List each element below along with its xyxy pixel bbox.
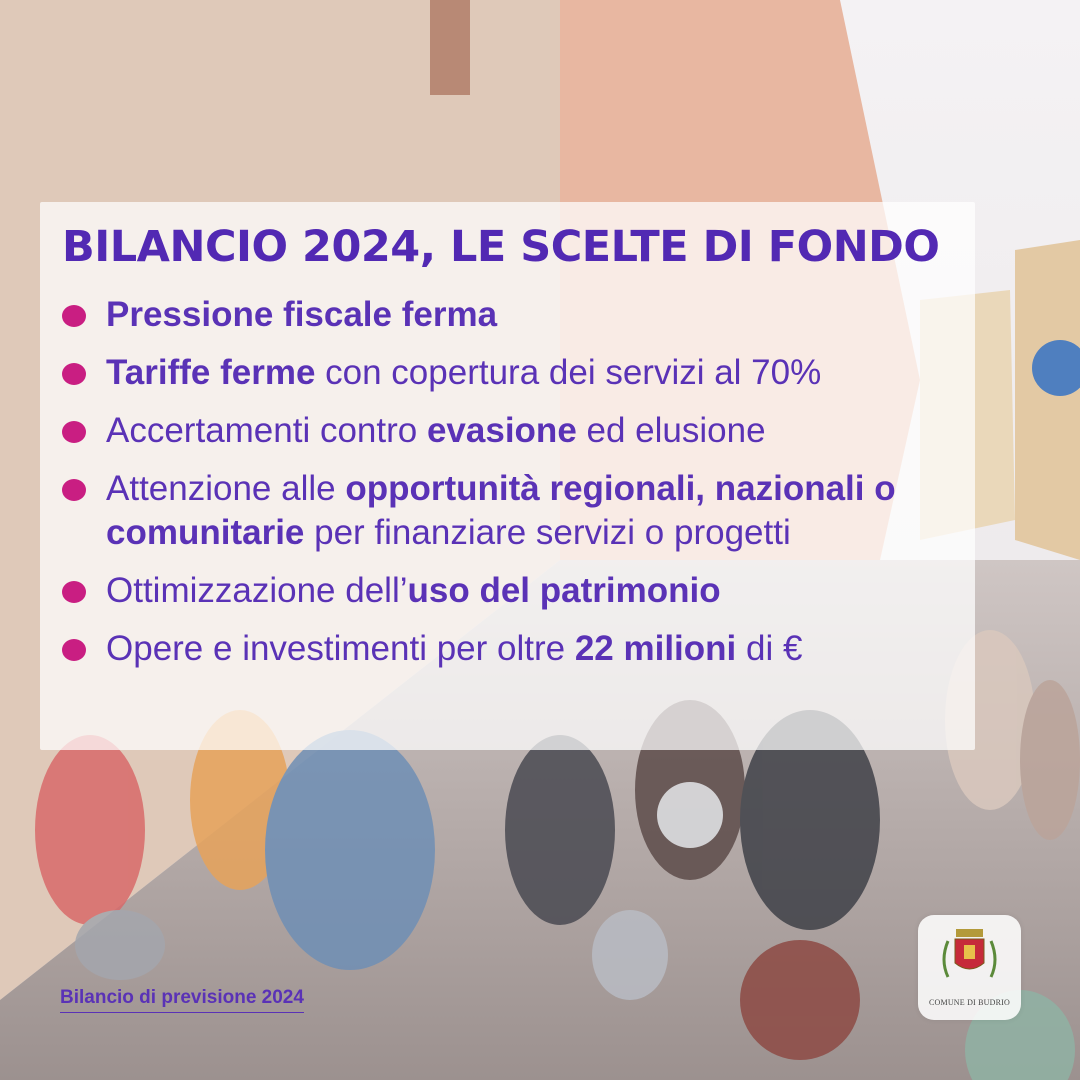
coat-of-arms-icon (918, 915, 1021, 995)
bullet-list (62, 293, 982, 671)
bullet-text-bold: opportunità regionali, nazionali o comunitarie (106, 469, 896, 552)
bullet-dot-icon (62, 479, 86, 501)
bullet-item (62, 351, 982, 395)
bullet-text-bold: uso del patrimonio (407, 571, 721, 610)
bullet-item (62, 627, 982, 671)
footer-link[interactable]: Bilancio di previsione 2024 (60, 987, 304, 1013)
bullet-dot-icon (62, 639, 86, 661)
bullet-text: per finanziare servizi o progetti (304, 513, 791, 552)
bullet-text: Accertamenti contro (106, 411, 427, 450)
bullet-item (62, 293, 982, 337)
bullet-dot-icon (62, 305, 86, 327)
bullet-text-bold: Pressione fiscale ferma (106, 295, 498, 334)
bullet-text-bold: 22 milioni (574, 629, 737, 668)
bullet-item (62, 569, 982, 613)
bullet-dot-icon (62, 581, 86, 603)
bullet-text-bold: evasione (426, 411, 577, 450)
page-title: BILANCIO 2024, LE SCELTE DI FONDO (62, 222, 940, 272)
bullet-text: di € (736, 629, 803, 668)
logo-caption: COMUNE DI BUDRIO (929, 998, 1010, 1007)
bullet-text: Attenzione alle (106, 469, 346, 508)
bullet-item (62, 409, 982, 453)
bullet-dot-icon (62, 421, 86, 443)
bullet-text: Ottimizzazione dell’ (106, 571, 408, 610)
bullet-text: ed elusione (576, 411, 766, 450)
municipality-logo (918, 915, 1021, 1020)
bullet-text: con copertura dei servizi al 70% (315, 353, 822, 392)
bullet-text-bold: Tariffe ferme (106, 353, 316, 392)
bullet-item (62, 467, 982, 555)
bullet-dot-icon (62, 363, 86, 385)
bullet-text: Opere e investimenti per oltre (106, 629, 575, 668)
